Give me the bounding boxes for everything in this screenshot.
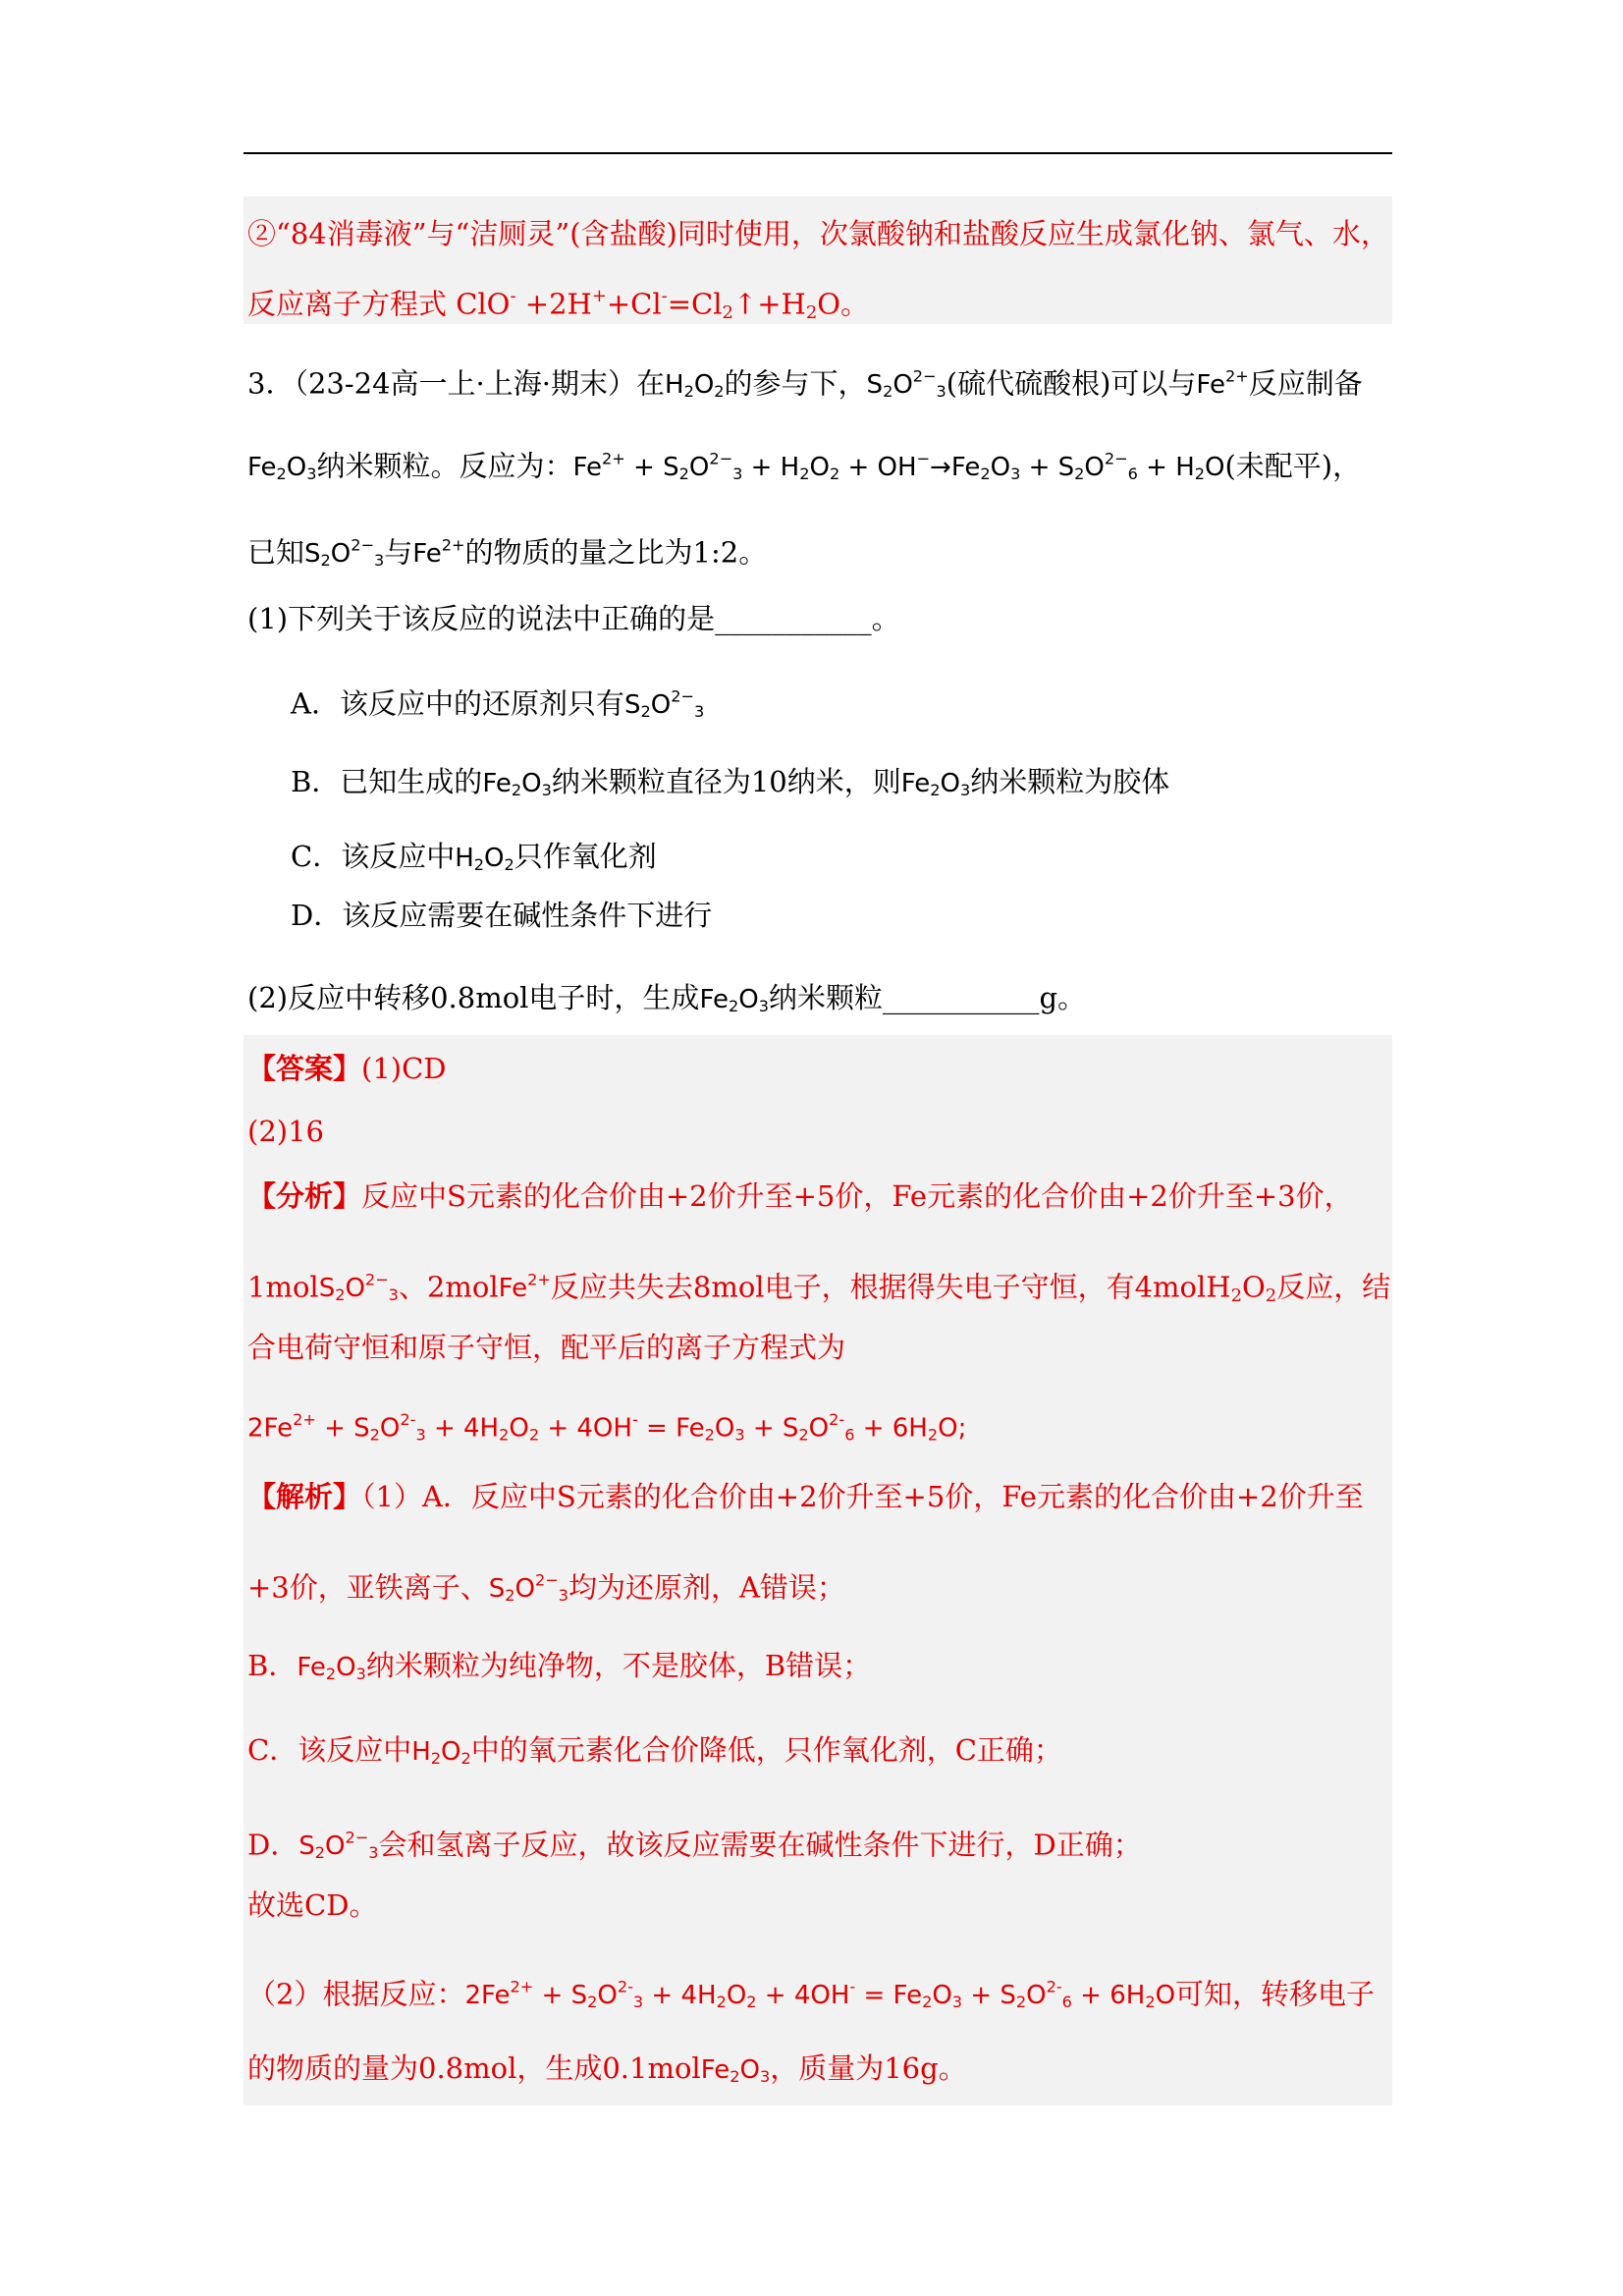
context-note-line1: ②“84消毒液”与“洁厕灵”(含盐酸)同时使用，次氯酸钠和盐酸反应生成氯化钠、氯气、水， bbox=[247, 217, 1389, 250]
sub-question-2: (2)反应中转移0.8mol电子时，生成$Fe_2O_3$纳米颗粒___________g。 bbox=[247, 981, 1087, 1016]
explanation-c: C．该反应中$H_2O_2$中的氧元素化合价降低，只作氧化剂，C正确； bbox=[247, 1733, 1062, 1769]
explanation-d: D．$S_2O^{2-}_3$会和氢离子反应，故该反应需要在碱性条件下进行，D正确； bbox=[247, 1828, 1142, 1863]
answer-line1: 【答案】(1)CD bbox=[247, 1052, 447, 1085]
question-line3: 已知$S_2O^{2-}_3$与$Fe^{2+}$的物质的量之比为1:2。 bbox=[247, 535, 768, 571]
question-line2: $Fe_2O_3$纳米颗粒。反应为：$Fe^{2+} + S_2O^{2-}_3 + H_2O_2 + OH^-\to Fe_2O_3 + S_2O^{2-}_6 + H_2O$(未配平)， bbox=[247, 449, 1362, 484]
option-b: B．已知生成的$Fe_2O_3$纳米颗粒直径为10纳米，则$Fe_2O_3$纳米颗粒为胶体 bbox=[291, 765, 1170, 800]
option-d: D．该反应需要在碱性条件下进行 bbox=[291, 899, 713, 932]
explanation-conclusion: 故选CD。 bbox=[247, 1888, 378, 1922]
analysis-line3: 合电荷守恒和原子守恒，配平后的离子方程式为 bbox=[247, 1331, 846, 1364]
explanation-a-line2: +3价，亚铁离子、$S_2O^{2-}_3$均为还原剂，A错误； bbox=[247, 1570, 845, 1606]
explanation-b: B．$Fe_2O_3$纳米颗粒为纯净物，不是胶体，B错误； bbox=[247, 1649, 872, 1684]
option-c: C．该反应中$H_2O_2$只作氧化剂 bbox=[291, 840, 657, 875]
analysis-line1: 【分析】反应中S元素的化合价由+2价升至+5价，Fe元素的化合价由+2价升至+3价， bbox=[247, 1179, 1353, 1213]
balanced-equation: $2Fe^{2+} + S_2O^{2-}_3 + 4H_2O_2 + 4OH^- = Fe_2O_3 + S_2O^{2-}_6 + 6H_2O$; bbox=[247, 1410, 967, 1445]
explanation-part2-line2: 的物质的量为0.8mol，生成$0.1molFe_2O_3$，质量为16g。 bbox=[247, 2051, 967, 2087]
question-line1: 3．（23-24高一上·上海·期末）在$H_2O_2$的参与下，$S_2O^{2-}_3$(硫代硫酸根)可以与$Fe^{2+}$反应制备 bbox=[247, 366, 1363, 402]
context-note-line2: 反应离子方程式 $ClO^- +2H^++Cl^-=Cl_2↑+H_2O$。 bbox=[247, 286, 870, 324]
explanation-a-line1: 【解析】（1）A．反应中S元素的化合价由+2价升至+5价，Fe元素的化合价由+2价升至 bbox=[247, 1480, 1364, 1513]
answer-line2: (2)16 bbox=[247, 1115, 324, 1148]
sub-question-1: (1)下列关于该反应的说法中正确的是___________。 bbox=[247, 602, 900, 635]
option-a: A．该反应中的还原剂只有$S_2O^{2-}_3$ bbox=[291, 686, 705, 722]
analysis-line2: $1molS_2O^{2-}_3$、2molFe$^{2+}$反应共失去8mol电子，根据得失电子守恒，有$4molH_2O_2$反应，结 bbox=[247, 1270, 1391, 1306]
header-rule bbox=[243, 152, 1392, 154]
explanation-part2-line1: （2）根据反应：$2Fe^{2+} + S_2O^{2-}_3 + 4H_2O_2 + 4OH^- = Fe_2O_3 + S_2O^{2-}_6 + 6H_2O$可知，转移电子 bbox=[247, 1977, 1376, 2012]
